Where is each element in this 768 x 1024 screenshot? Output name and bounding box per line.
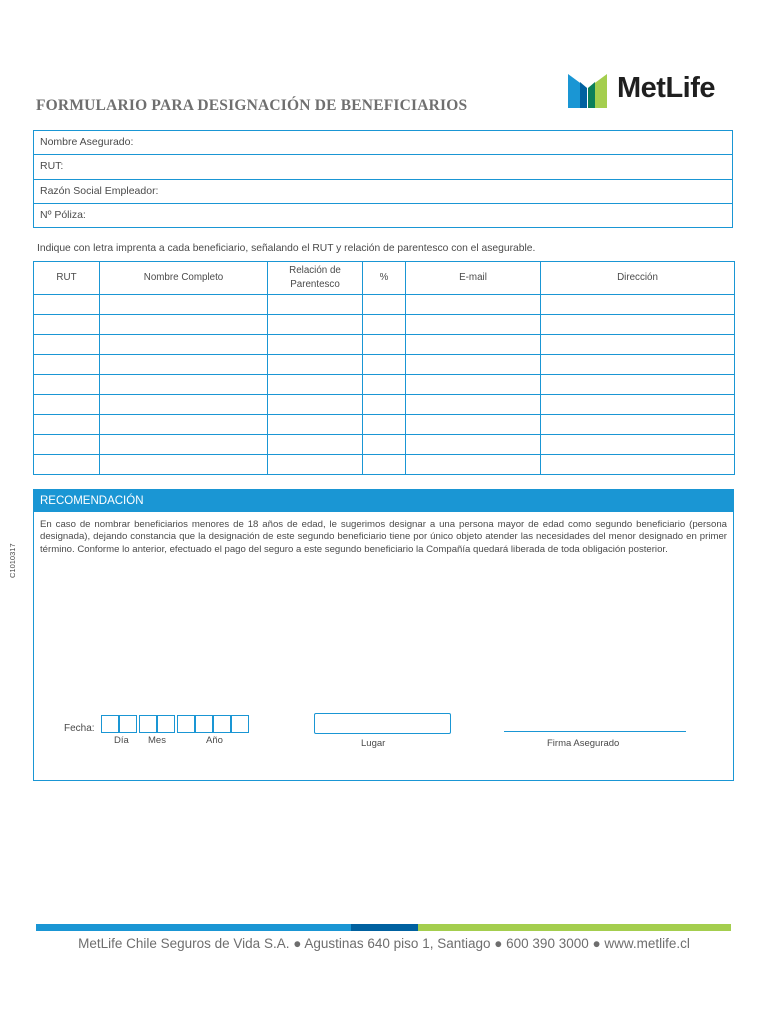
- table-cell[interactable]: [34, 415, 100, 435]
- instructions-text: Indique con letra imprenta a cada beneficiario, señalando el RUT y relación de parentesco con el asegurable.: [37, 243, 536, 254]
- table-cell[interactable]: [268, 355, 363, 375]
- table-cell[interactable]: [541, 335, 735, 355]
- recommendation-text: En caso de nombrar beneficiarios menores de 18 años de edad, le sugerimos designar a una persona mayor de edad como segundo beneficiario (persona designada), dejando constancia que la designación de este segundo beneficiario tiene por único objeto atender las necesidades del menor designado en primer término. Conforme lo anterior, efectuado el pago del seguro a este segundo beneficiario la Compañía quedará liberada de toda obligación posterior.: [40, 519, 727, 555]
- table-row: [34, 415, 735, 435]
- table-cell[interactable]: [34, 335, 100, 355]
- beneficiaries-rows: [34, 295, 735, 475]
- metlife-logo: [567, 70, 742, 112]
- table-cell[interactable]: [100, 335, 268, 355]
- insured-info-box: [33, 130, 733, 228]
- month-label: Mes: [148, 735, 166, 746]
- table-row: [34, 315, 735, 335]
- table-cell[interactable]: [100, 315, 268, 335]
- place-input[interactable]: [314, 713, 451, 734]
- table-cell[interactable]: [406, 375, 541, 395]
- policy-number-field[interactable]: Nº Póliza:: [40, 208, 86, 221]
- table-cell[interactable]: [541, 355, 735, 375]
- year-digit-2-box[interactable]: [195, 715, 213, 733]
- table-cell[interactable]: [268, 375, 363, 395]
- table-cell[interactable]: [363, 435, 406, 455]
- table-cell[interactable]: [363, 355, 406, 375]
- column-header-rut: RUT: [34, 262, 100, 295]
- table-cell[interactable]: [34, 455, 100, 475]
- year-digit-1-box[interactable]: [177, 715, 195, 733]
- column-header-percent: %: [363, 262, 406, 295]
- year-digit-3-box[interactable]: [213, 715, 231, 733]
- beneficiaries-table: [33, 261, 735, 475]
- column-header-address: Dirección: [541, 262, 735, 295]
- footer-bar-blue: [36, 924, 351, 931]
- table-cell[interactable]: [363, 415, 406, 435]
- table-cell[interactable]: [406, 395, 541, 415]
- employer-field[interactable]: Razón Social Empleador:: [34, 180, 732, 204]
- column-header-email: E-mail: [406, 262, 541, 295]
- insured-name-field[interactable]: Nombre Asegurado:: [34, 131, 732, 155]
- table-cell[interactable]: [100, 415, 268, 435]
- table-row: [34, 295, 735, 315]
- table-cell[interactable]: [363, 395, 406, 415]
- table-cell[interactable]: [100, 375, 268, 395]
- table-row: [34, 455, 735, 475]
- metlife-logo-icon: [567, 72, 609, 110]
- footer-contact-info: MetLife Chile Seguros de Vida S.A. ● Agustinas 640 piso 1, Santiago ● 600 390 3000 ● www.metlife.cl: [78, 936, 690, 951]
- table-cell[interactable]: [268, 455, 363, 475]
- rut-field[interactable]: RUT:: [34, 155, 732, 179]
- signature-label: Firma Asegurado: [547, 738, 620, 749]
- table-cell[interactable]: [541, 395, 735, 415]
- table-cell[interactable]: [363, 335, 406, 355]
- table-cell[interactable]: [363, 295, 406, 315]
- table-cell[interactable]: [406, 315, 541, 335]
- column-header-full-name: Nombre Completo: [100, 262, 268, 295]
- recommendation-box: [33, 489, 734, 781]
- table-cell[interactable]: [100, 395, 268, 415]
- table-cell[interactable]: [406, 295, 541, 315]
- date-input-group: [101, 715, 249, 733]
- document-code: C1010317: [8, 543, 17, 578]
- month-digit-1-box[interactable]: [139, 715, 157, 733]
- table-cell[interactable]: [406, 455, 541, 475]
- table-cell[interactable]: [34, 395, 100, 415]
- footer-bar-dark-blue: [351, 924, 418, 931]
- table-cell[interactable]: [406, 435, 541, 455]
- table-cell[interactable]: [268, 415, 363, 435]
- table-cell[interactable]: [268, 315, 363, 335]
- form-title: FORMULARIO PARA DESIGNACIÓN DE BENEFICIARIOS: [36, 97, 468, 114]
- logo-wordmark: MetLife: [617, 72, 715, 104]
- table-cell[interactable]: [100, 435, 268, 455]
- day-digit-1-box[interactable]: [101, 715, 119, 733]
- table-cell[interactable]: [100, 455, 268, 475]
- table-cell[interactable]: [363, 375, 406, 395]
- table-cell[interactable]: [268, 435, 363, 455]
- footer-color-bar: [36, 924, 731, 931]
- table-cell[interactable]: [541, 455, 735, 475]
- table-cell[interactable]: [541, 415, 735, 435]
- recommendation-heading: RECOMENDACIÓN: [34, 490, 733, 512]
- table-cell[interactable]: [34, 355, 100, 375]
- year-digit-4-box[interactable]: [231, 715, 249, 733]
- table-row: [34, 375, 735, 395]
- year-label: Año: [206, 735, 223, 746]
- table-cell[interactable]: [363, 315, 406, 335]
- date-label: Fecha:: [64, 723, 95, 734]
- month-digit-2-box[interactable]: [157, 715, 175, 733]
- table-row: [34, 335, 735, 355]
- table-cell[interactable]: [541, 375, 735, 395]
- table-cell[interactable]: [268, 295, 363, 315]
- place-label: Lugar: [361, 738, 386, 749]
- table-cell[interactable]: [34, 315, 100, 335]
- table-cell[interactable]: [541, 435, 735, 455]
- table-cell[interactable]: [406, 335, 541, 355]
- table-cell[interactable]: [541, 315, 735, 335]
- table-cell[interactable]: [34, 295, 100, 315]
- table-cell[interactable]: [34, 375, 100, 395]
- table-cell[interactable]: [541, 295, 735, 315]
- table-row: [34, 395, 735, 415]
- table-row: [34, 435, 735, 455]
- table-cell[interactable]: [100, 355, 268, 375]
- table-cell[interactable]: [406, 415, 541, 435]
- table-cell[interactable]: [100, 295, 268, 315]
- table-cell[interactable]: [268, 335, 363, 355]
- table-cell[interactable]: [268, 395, 363, 415]
- column-header-relationship: Relación de Parentesco: [268, 262, 363, 295]
- table-row: [34, 355, 735, 375]
- day-label: Día: [114, 735, 129, 746]
- table-cell[interactable]: [34, 435, 100, 455]
- table-cell[interactable]: [406, 355, 541, 375]
- footer-bar-green: [418, 924, 731, 931]
- day-digit-2-box[interactable]: [119, 715, 137, 733]
- table-cell[interactable]: [363, 455, 406, 475]
- signature-line[interactable]: [504, 731, 686, 732]
